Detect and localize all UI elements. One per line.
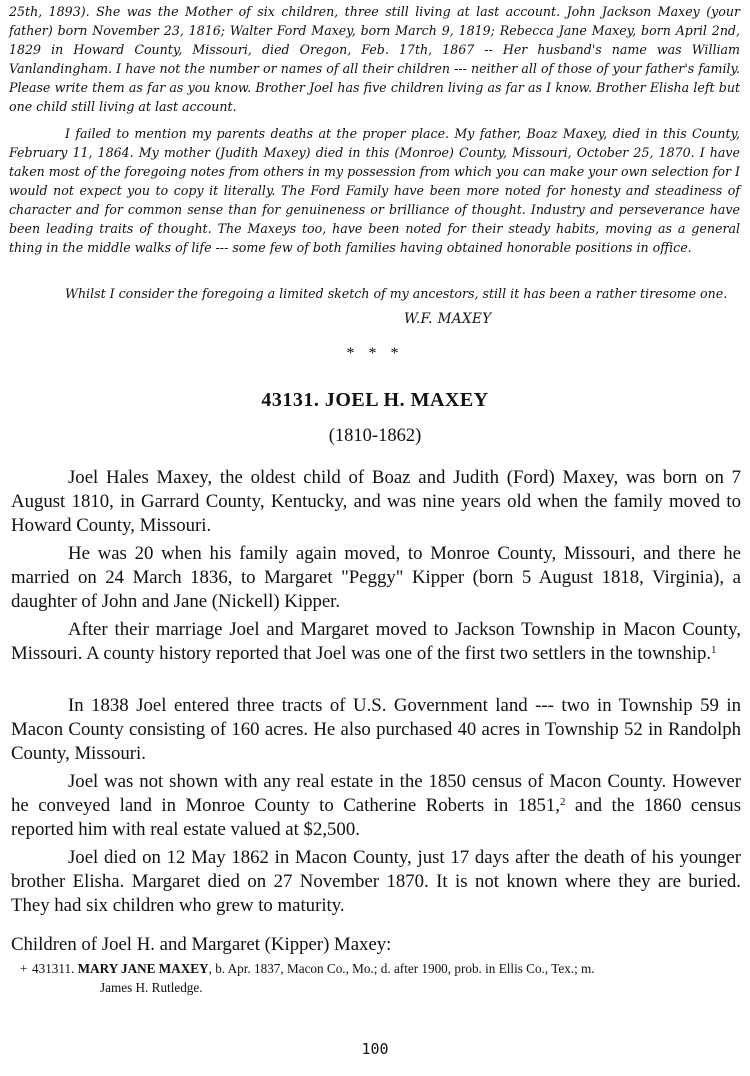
child-entry-line [32,959,745,978]
body-paragraph-2: He was 20 when his family again moved, to Monroe County, Missouri, and there he married on 24 March 1836, to Margaret "Peggy" Kipper (born 5 August 1818, Virginia), a daughter of John and Jane (Nickell) Kipper. [11,543,741,612]
body-paragraph-5-text-a: Joel was not shown with any real estate in the 1850 census of Macon County. However he conveyed land in Monroe County to Catherine Roberts in 1851, [11,771,741,816]
child-name: MARY JANE MAXEY [77,961,209,976]
body-paragraph-4: In 1838 Joel entered three tracts of U.S. Government land --- two in Township 59 in Macon County consisting of 160 acres. He also purchased 40 acres in Township 52 in Randolph County, Missouri. [11,695,741,764]
child-spouse: James H. Rutledge. [100,980,203,995]
body-paragraph-3-text: After their marriage Joel and Margaret moved to Jackson Township in Macon County, Missouri. A county history reported that Joel was one of the first two settlers in the township. [11,619,741,664]
section-dates: (1810-1862) [328,426,422,446]
body-paragraph-3 [11,618,741,666]
child-number: 431311. [32,961,75,976]
body-paragraph-5-text-b: and the 1860 census reported him with real estate valued at $2,500. [11,795,742,840]
body-paragraph-1: Joel Hales Maxey, the oldest child of Boaz and Judith (Ford) Maxey, was born on 7 August 1810, in Garrard County, Kentucky, and was nine years old when the family moved to Howard County, Missouri. [11,467,741,536]
letter-paragraph-2: I failed to mention my parents deaths at the proper place. My father, Boaz Maxey, died in this County, February 11, 1864. My mother (Judith Maxey) died in this (Monroe) County, Missouri, October 25, 1870. I have taken most of the foregoing notes from others in my possession from which you can make your own selection for I would not expect you to copy it literally. The Ford Family have been more noted for honesty and steadiness of character and for common sense than for genuineness or brilliance of thought. Industry and perseverance have been leading traits of thought. The Maxeys too, have been noted for their steady habits, moving as a general thing in the middle walks of life --- some few of both families having obtained honorable positions in office. [9,126,740,255]
footnote-ref-1: 1 [711,644,717,656]
section-separator: * * * [346,345,404,362]
body-paragraph-5 [11,770,741,842]
letter-paragraph-3: Whilst I consider the foregoing a limited sketch of my ancestors, still it has been a rather tiresome one. [65,286,728,301]
body-paragraph-6: Joel died on 12 May 1862 in Macon County, just 17 days after the death of his younger brother Elisha. Margaret died on 27 November 1870. It is not known where they are buried. They had six children who grew to maturity. [11,847,741,916]
footnote-ref-2: 2 [559,796,566,808]
letter-paragraph-1: 25th, 1893). She was the Mother of six children, three still living at last account. John Jackson Maxey (your father) born November 23, 1816; Walter Ford Maxey, born March 9, 1819; Rebecca Jane Maxey, born April 2nd, 1829 in Howard County, Missouri, died Oregon, Feb. 17th, 1867 -- Her husband's name was William Vanlandingham. I have not the number or names of all their children --- neither all of those of your father's family. Please write them as far as you know. Brother Joel has five children living as far as I know. Brother Elisha left but one child still living at last account. [9,4,740,114]
child-details: , b. Apr. 1837, Macon Co., Mo.; d. after 1900, prob. in Ellis Co., Tex.; m. [208,961,595,976]
children-heading: Children of Joel H. and Margaret (Kipper) Maxey: [11,934,392,955]
letter-signature: W.F. MAXEY [404,311,492,327]
page-number: 100 [361,1040,389,1058]
child-marker: + [20,961,28,976]
section-title: 43131. JOEL H. MAXEY [261,389,489,411]
